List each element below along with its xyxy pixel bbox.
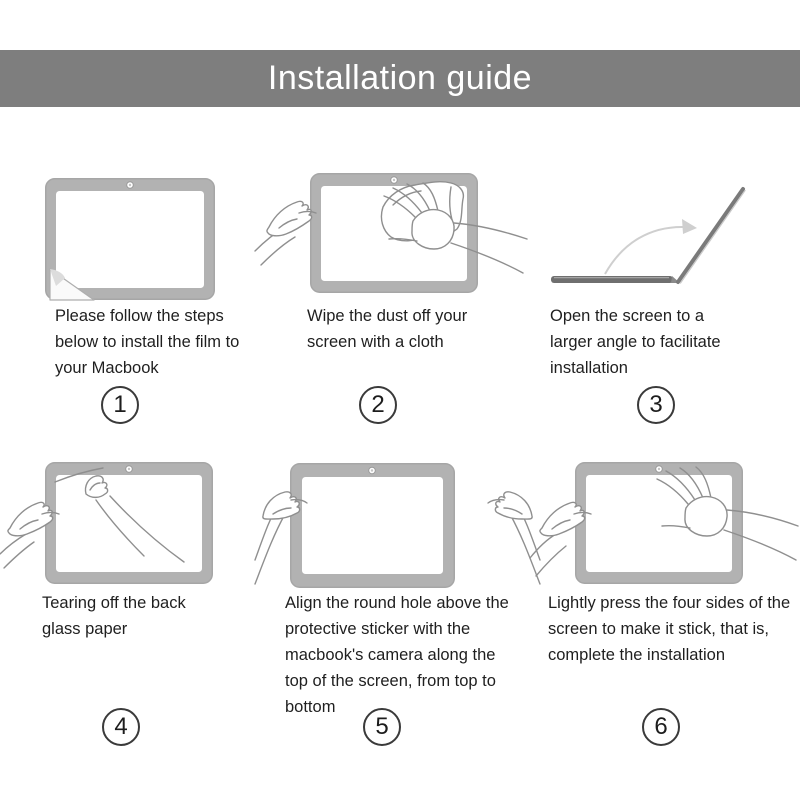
macbook-screen-frame [46,463,213,584]
step-number-badge: 5 [363,708,401,746]
step-description: Lightly press the four sides of the screen to make it stick, that is, complete the installation [548,594,791,664]
step-1 [30,165,262,440]
page-title: Installation guide [267,59,533,97]
step-description: Wipe the dust off your screen with a cloth [307,307,468,351]
hands-wiping-screen-with-cloth-icon [255,165,535,315]
open-arrow-icon [605,219,697,274]
step-description: Align the round hole above the protective sticker with the macbook's camera along the top of the screen, from top to bottom [285,594,509,716]
laptop-base-icon [551,276,680,283]
macbook-screen-frame [46,179,215,300]
step-description: Open the screen to a larger angle to facilitate installation [550,307,721,377]
header-bar [0,50,800,107]
step-5 [255,450,540,770]
step-number-badge: 2 [359,386,397,424]
step-number-badge: 4 [102,708,140,746]
step-number-badge: 1 [101,386,139,424]
step-2 [280,165,530,440]
hands-tearing-back-paper-icon [0,450,262,610]
step-3 [540,165,798,440]
screen-film-with-peeling-corner-icon [30,173,230,308]
step-4 [0,450,262,770]
step-description: Tearing off the back glass paper [42,594,186,638]
two-hands-aligning-film-icon [255,458,540,608]
step-number-badge: 3 [637,386,675,424]
step-description: Please follow the steps below to install the film to your Macbook [55,307,240,377]
hand-pressing-screen-icon [530,458,798,608]
step-number-badge: 6 [642,708,680,746]
laptop-opened-wide-side-view-icon [545,180,795,320]
macbook-screen-frame [291,464,455,588]
step-6 [530,450,798,770]
left-holding-hand-icon [255,201,316,265]
laptop-screen-icon [678,189,745,283]
